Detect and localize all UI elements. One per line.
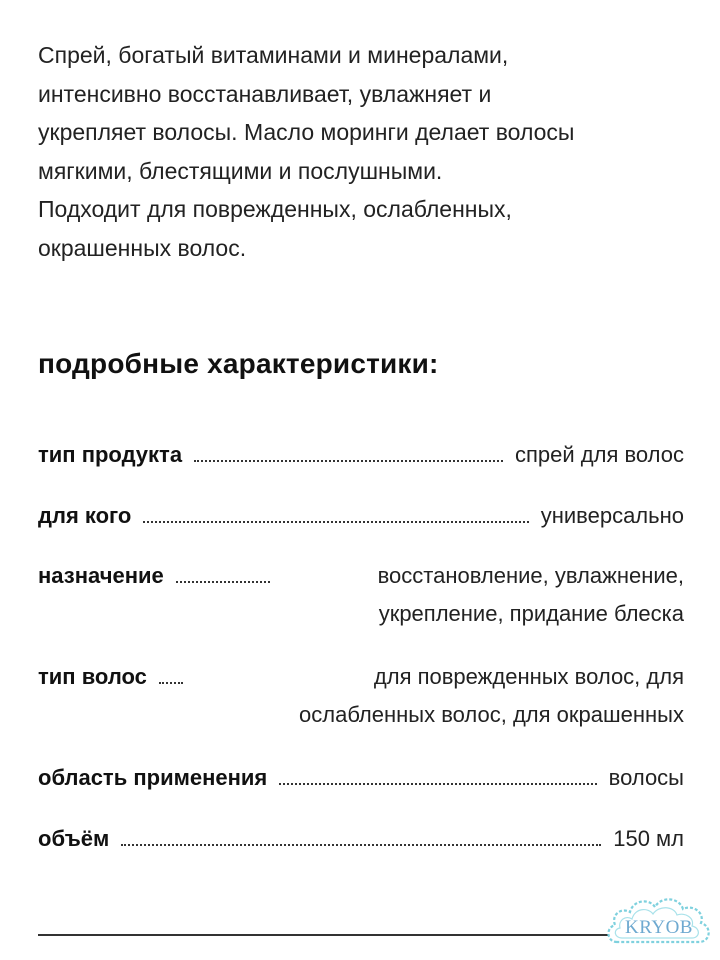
dot-leader xyxy=(279,759,596,797)
kryob-cloud-logo xyxy=(603,888,715,956)
spec-value: волосы xyxy=(608,765,684,790)
description-line: Подходит для поврежденных, ослабленных, xyxy=(38,196,512,222)
spec-value: 150 мл xyxy=(613,826,684,851)
description-line: окрашенных волос. xyxy=(38,234,247,261)
spec-row-application-area xyxy=(38,759,684,797)
spec-value: спрей для волос xyxy=(515,442,684,467)
logo-text: KRYOB xyxy=(625,917,693,938)
spec-key: тип волос xyxy=(38,664,147,689)
dot-leader xyxy=(121,820,601,858)
spec-key: область применения xyxy=(38,765,268,790)
description-line: интенсивно восстанавливает, увлажняет и xyxy=(38,80,492,107)
spec-row-purpose xyxy=(38,557,684,633)
specs-list xyxy=(38,0,684,960)
dot-leader xyxy=(176,557,270,595)
spec-key: назначение xyxy=(38,563,164,588)
dot-leader xyxy=(194,436,503,474)
spec-row-volume xyxy=(38,820,684,858)
spec-row-product-type xyxy=(38,436,684,474)
bottom-divider xyxy=(38,934,608,936)
specs-title: подробные характеристики: xyxy=(38,348,439,379)
description-line: Спрей, богатый витаминами и минералами, xyxy=(38,42,509,68)
spec-value: восстановление, увлажнение, укрепление, придание блеска xyxy=(377,563,684,626)
description-line: укрепляет волосы. Масло моринги делает волосы xyxy=(38,119,575,145)
spec-key: тип продукта xyxy=(38,442,183,467)
spec-value: для поврежденных волос, для ослабленных волос, для окрашенных xyxy=(299,664,684,727)
spec-key: объём xyxy=(38,826,110,851)
dot-leader xyxy=(143,497,528,535)
description-line: мягкими, блестящими и послушными. xyxy=(38,157,443,184)
spec-key: для кого xyxy=(38,503,132,528)
spec-value: универсально xyxy=(540,503,684,528)
spec-row-audience xyxy=(38,497,684,535)
spec-row-hair-type xyxy=(38,658,684,734)
dot-leader xyxy=(159,658,183,696)
